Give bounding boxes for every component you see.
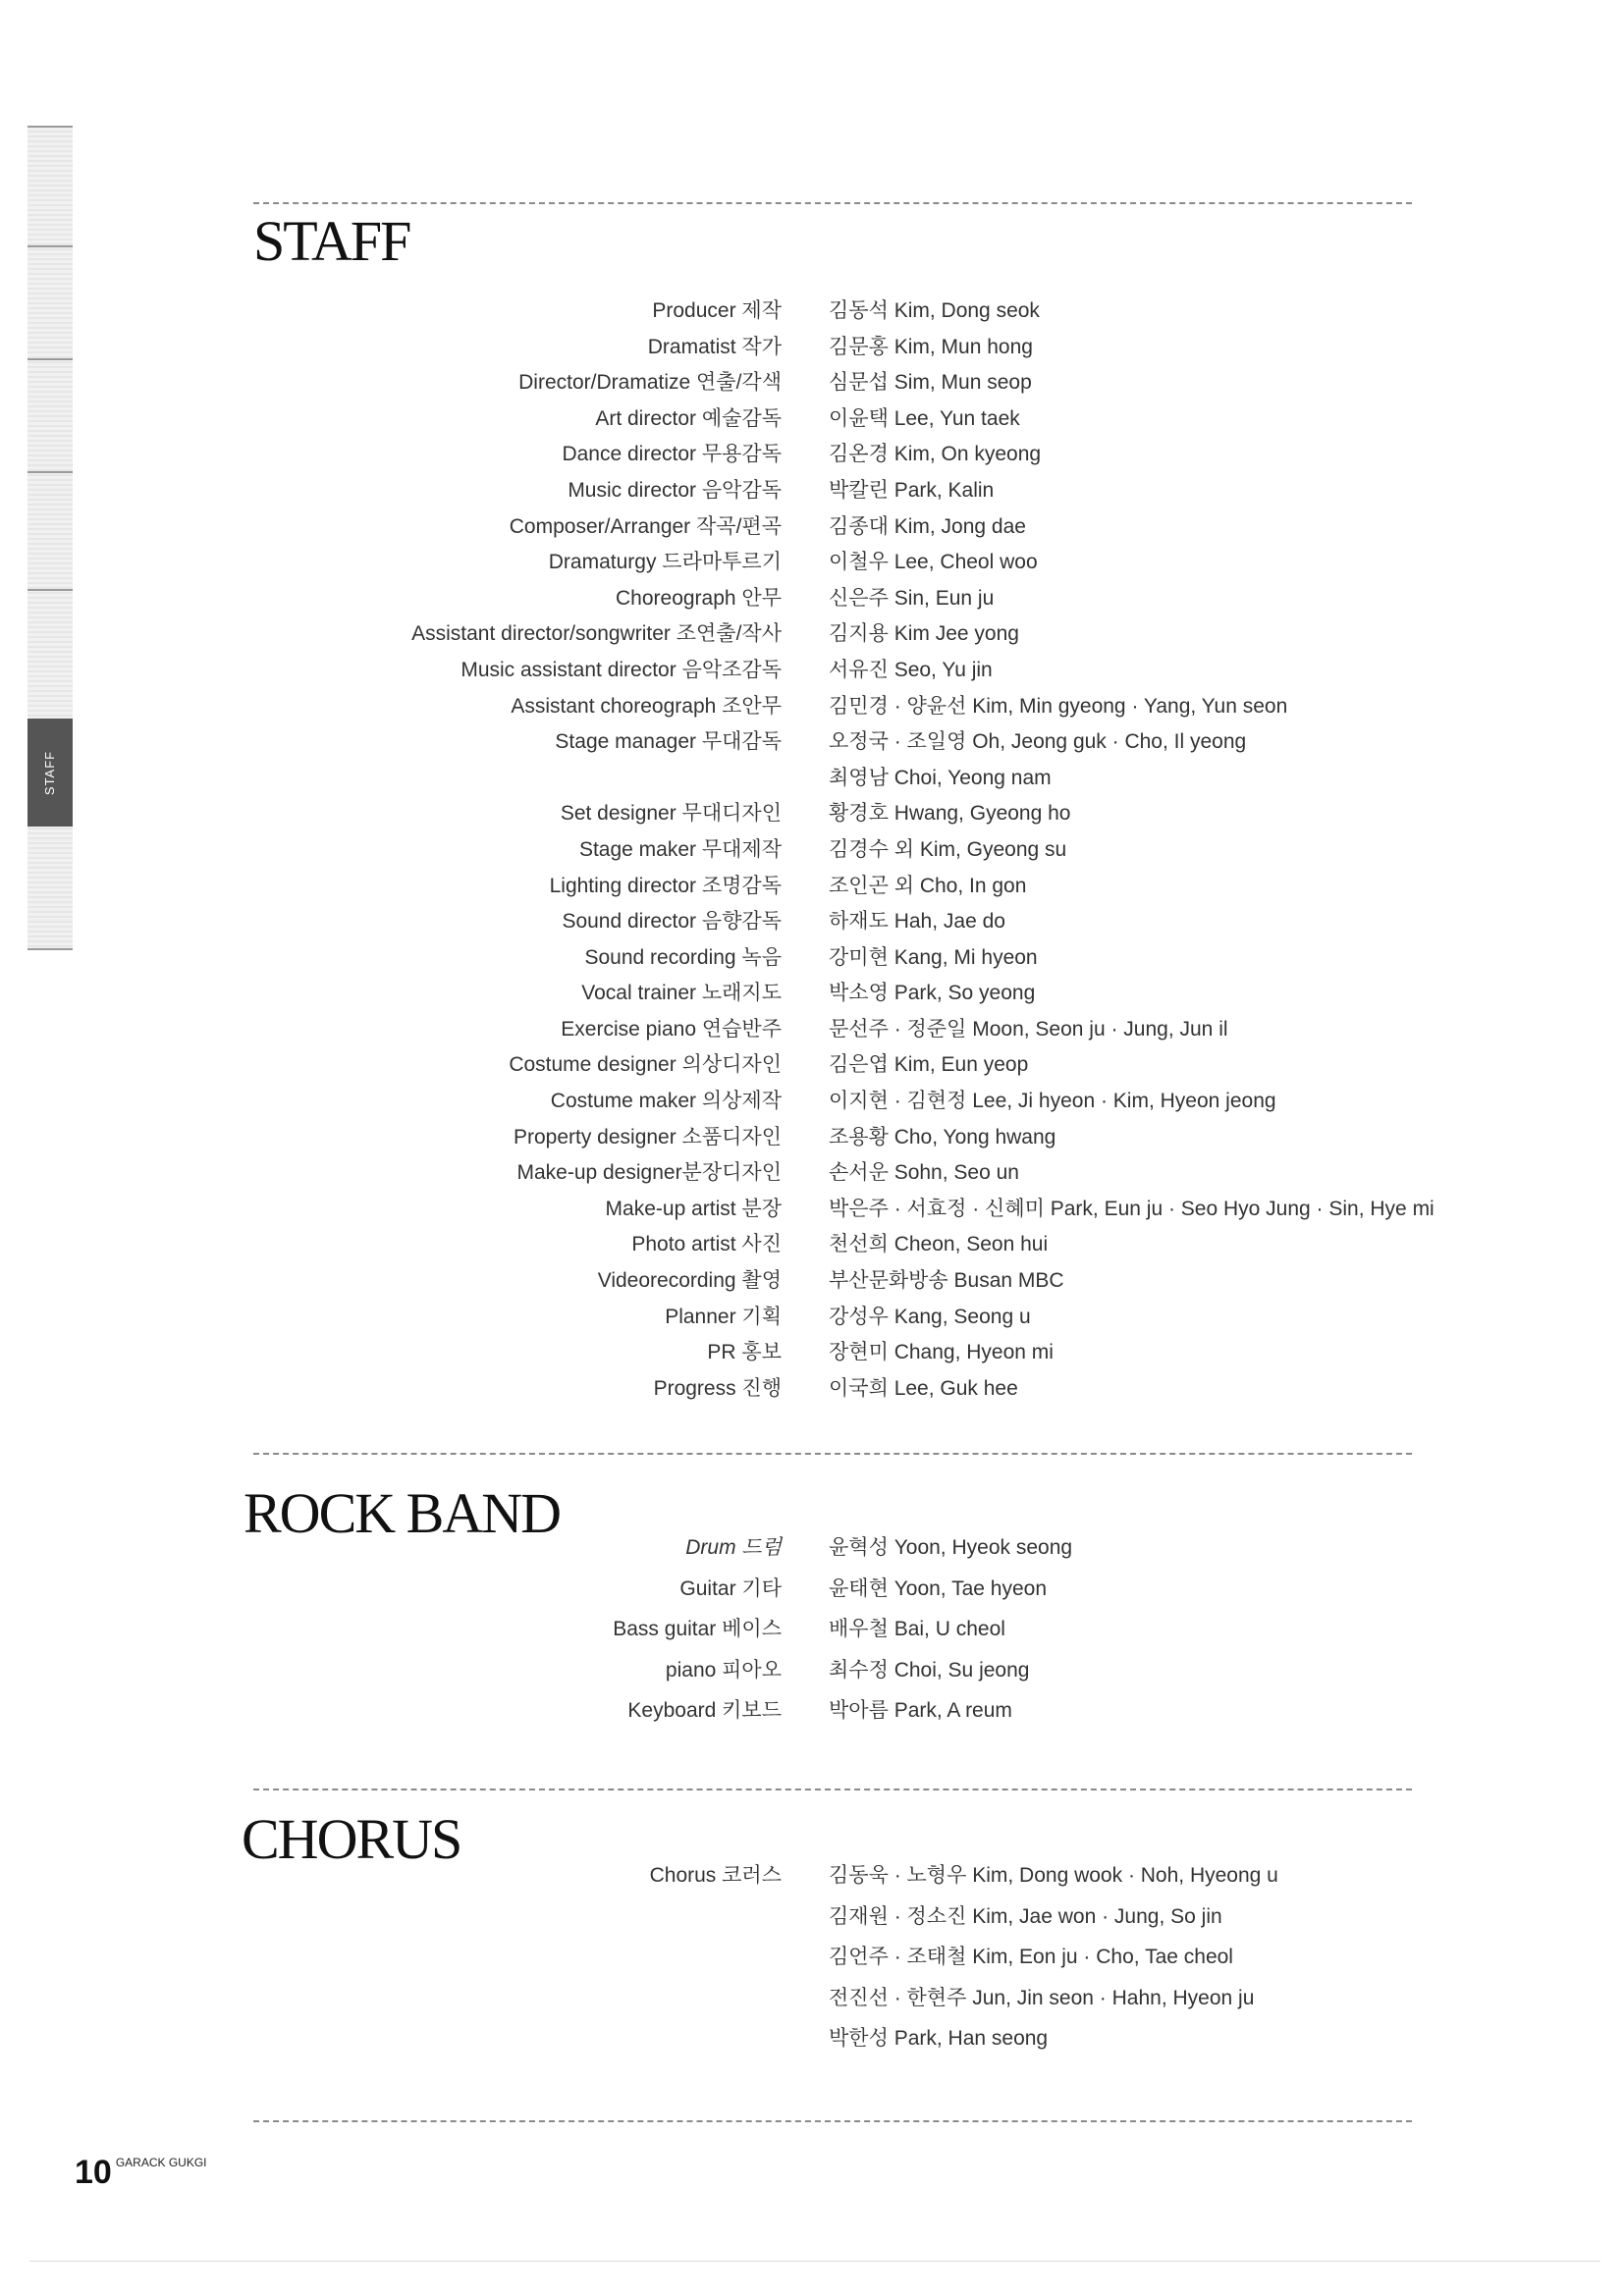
credit-name: 손서운 Sohn, Seo un: [829, 1161, 1019, 1185]
credit-name: 심문섭 Sim, Mun seop: [829, 371, 1032, 395]
credit-name: 최영남 Choi, Yeong nam: [829, 766, 1052, 789]
dashed-divider: [253, 1789, 1412, 1790]
page-footer: [75, 2156, 207, 2189]
credit-row: [393, 1336, 1473, 1372]
credit-name: 김온경 Kim, On kyeong: [829, 443, 1042, 466]
credit-role: Dramaturgy 드라마투르기: [548, 551, 782, 574]
credit-role: PR 홍보: [707, 1341, 782, 1364]
credit-name: 신은주 Sin, Eun ju: [829, 586, 995, 610]
credit-name: 조용황 Cho, Yong hwang: [829, 1125, 1056, 1148]
credit-role: Costume maker 의상제작: [550, 1090, 782, 1113]
credit-name: 황경호 Hwang, Gyeong ho: [829, 802, 1071, 826]
credit-name: 이철우 Lee, Cheol woo: [829, 551, 1038, 574]
side-tab-divider: [27, 358, 73, 360]
credit-row: [393, 762, 1473, 798]
credit-role: Music director 음악감독: [568, 478, 782, 502]
section-heading-chorus: CHORUS: [242, 1807, 461, 1871]
dashed-divider: [253, 1453, 1412, 1455]
credit-role: Make-up designer분장디자인: [516, 1161, 782, 1185]
credit-row: [393, 1694, 1473, 1735]
credit-row: [393, 1301, 1473, 1337]
credit-row: [393, 1013, 1473, 1049]
credit-role: Sound director 음향감독: [562, 910, 782, 934]
credit-name: 하재도 Hah, Jae do: [829, 910, 1005, 934]
credit-role: Assistant choreograph 조안무: [511, 694, 782, 718]
credit-row: [393, 1613, 1473, 1654]
credit-row: [393, 1941, 1473, 1982]
credit-name: 김종대 Kim, Jong dae: [829, 514, 1026, 538]
credit-name: 문선주 · 정준일 Moon, Seon ju · Jung, Jun il: [829, 1017, 1228, 1041]
credit-row: [393, 402, 1473, 439]
staff-list: [393, 294, 1473, 1408]
side-tab-divider: [27, 948, 73, 950]
credit-row: [393, 1654, 1473, 1695]
credit-row: [393, 654, 1473, 690]
credit-role: Keyboard 키보드: [627, 1699, 782, 1722]
credit-name: 조인곤 외 Cho, In gon: [829, 874, 1027, 897]
credit-name: 오정국 · 조일영 Oh, Jeong guk · Cho, Il yeong: [829, 730, 1247, 754]
credit-row: [393, 905, 1473, 941]
credit-role: Stage manager 무대감독: [555, 730, 782, 754]
credit-row: [393, 870, 1473, 906]
credit-role: Music assistant director 음악조감독: [460, 658, 782, 681]
credit-row: [393, 366, 1473, 402]
credit-name: 박칼린 Park, Kalin: [829, 478, 995, 502]
credit-row: [393, 1372, 1473, 1409]
side-tab-divider: [27, 126, 73, 128]
side-tab-divider: [27, 589, 73, 591]
credit-role: Lighting director 조명감독: [549, 874, 782, 897]
credit-row: [393, 725, 1473, 762]
credit-role: Guitar 기타: [679, 1576, 782, 1600]
credit-name: 박아름 Park, A reum: [829, 1699, 1012, 1722]
credit-role: Composer/Arranger 작곡/편곡: [509, 514, 782, 538]
credit-row: [393, 582, 1473, 618]
rock-band-list: [393, 1531, 1473, 1735]
credit-role: Make-up artist 분장: [605, 1197, 782, 1220]
dashed-divider: [253, 202, 1412, 204]
side-tab-divider: [27, 245, 73, 247]
credit-name: 김경수 외 Kim, Gyeong su: [829, 837, 1067, 861]
credit-name: 김문홍 Kim, Mun hong: [829, 335, 1033, 358]
credit-name: 김재원 · 정소진 Kim, Jae won · Jung, So jin: [829, 1904, 1222, 1928]
credit-role: Property designer 소품디자인: [513, 1125, 782, 1148]
credit-role: Drum 드럼: [685, 1536, 782, 1559]
credit-row: [393, 1900, 1473, 1942]
credit-row: [393, 1193, 1473, 1229]
credit-row: [393, 2022, 1473, 2063]
credit-name: 박은주 · 서효정 · 신혜미 Park, Eun ju · Seo Hyo Jung · Sin, Hye mi: [829, 1197, 1435, 1220]
credit-row: [393, 941, 1473, 978]
credit-name: 이지현 · 김현정 Lee, Ji hyeon · Kim, Hyeon jeong: [829, 1090, 1276, 1113]
credit-name: 김지용 Kim Jee yong: [829, 622, 1019, 646]
credit-role: Photo artist 사진: [631, 1233, 782, 1256]
credit-name: 이국희 Lee, Guk hee: [829, 1376, 1018, 1400]
credit-name: 서유진 Seo, Yu jin: [829, 658, 993, 681]
publication-name: GARACK GUKGI: [115, 2156, 207, 2169]
dashed-divider: [253, 2120, 1412, 2122]
credit-row: [393, 510, 1473, 547]
credit-name: 천선희 Cheon, Seon hui: [829, 1233, 1049, 1256]
credit-name: 강성우 Kang, Seong u: [829, 1305, 1031, 1328]
side-tab-strip: [27, 126, 73, 950]
credit-name: 이윤택 Lee, Yun taek: [829, 406, 1020, 430]
credit-role: Art director 예술감독: [595, 406, 782, 430]
credit-row: [393, 617, 1473, 654]
credit-row: [393, 1121, 1473, 1157]
credit-row: [393, 833, 1473, 870]
credit-role: Producer 제작: [652, 299, 782, 322]
section-heading-rock-band: ROCK BAND: [244, 1481, 560, 1545]
credit-row: [393, 331, 1473, 367]
credit-row: [393, 1048, 1473, 1085]
side-tab-staff: STAFF: [27, 719, 73, 827]
section-heading-staff: STAFF: [253, 209, 410, 273]
credit-row: [393, 977, 1473, 1013]
credit-row: [393, 1531, 1473, 1573]
credit-name: 부산문화방송 Busan MBC: [829, 1269, 1064, 1293]
credit-role: Costume designer 의상디자인: [509, 1053, 782, 1077]
credit-role: Vocal trainer 노래지도: [581, 982, 782, 1005]
credit-role: Assistant director/songwriter 조연출/작사: [411, 622, 782, 646]
page-number: 10: [75, 2154, 112, 2191]
credit-row: [393, 1573, 1473, 1614]
credit-row: [393, 1859, 1473, 1900]
credit-row: [393, 797, 1473, 833]
scan-edge: [29, 2261, 1600, 2262]
credit-role: Exercise piano 연습반주: [561, 1017, 782, 1041]
credit-name: 강미현 Kang, Mi hyeon: [829, 945, 1038, 969]
credit-role: Set designer 무대디자인: [560, 802, 782, 826]
credit-name: 김은엽 Kim, Eun yeop: [829, 1053, 1029, 1077]
credit-role: Director/Dramatize 연출/각색: [518, 371, 782, 395]
credit-role: Planner 기획: [665, 1305, 782, 1328]
credit-role: Chorus 코러스: [649, 1864, 782, 1887]
credit-name: 김언주 · 조태철 Kim, Eon ju · Cho, Tae cheol: [829, 1946, 1233, 1968]
credit-role: Stage maker 무대제작: [578, 837, 782, 861]
credit-name: 박한성 Park, Han seong: [829, 2027, 1049, 2050]
credit-row: [393, 1156, 1473, 1193]
credit-role: Videorecording 촬영: [597, 1269, 782, 1293]
credit-row: [393, 546, 1473, 582]
credit-role: Dramatist 작가: [647, 335, 782, 358]
chorus-list: [393, 1859, 1473, 2063]
credit-role: Sound recording 녹음: [584, 945, 782, 969]
credit-role: Dance director 무용감독: [562, 443, 782, 466]
credit-name: 장현미 Chang, Hyeon mi: [829, 1341, 1054, 1364]
credit-name: 전진선 · 한현주 Jun, Jin seon · Hahn, Hyeon ju: [829, 1986, 1255, 2009]
credit-row: [393, 1228, 1473, 1264]
credit-row: [393, 294, 1473, 331]
credit-row: [393, 1264, 1473, 1301]
credit-name: 최수정 Choi, Su jeong: [829, 1658, 1030, 1682]
credit-role: Bass guitar 베이스: [613, 1618, 782, 1640]
credit-row: [393, 1982, 1473, 2023]
credit-name: 윤태현 Yoon, Tae hyeon: [829, 1576, 1048, 1600]
side-tab-divider: [27, 471, 73, 473]
credit-row: [393, 474, 1473, 510]
credit-role: Choreograph 안무: [616, 586, 782, 610]
credit-role: piano 피아오: [665, 1658, 782, 1682]
credit-name: 김동욱 · 노형우 Kim, Dong wook · Noh, Hyeong u: [829, 1864, 1278, 1887]
credit-name: 김민경 · 양윤선 Kim, Min gyeong · Yang, Yun seon: [829, 694, 1288, 718]
credit-name: 박소영 Park, So yeong: [829, 982, 1036, 1005]
credit-role: Progress 진행: [653, 1376, 782, 1400]
credit-row: [393, 438, 1473, 474]
credit-row: [393, 1085, 1473, 1121]
credit-row: [393, 690, 1473, 726]
credit-name: 윤혁성 Yoon, Hyeok seong: [829, 1536, 1073, 1559]
credit-name: 김동석 Kim, Dong seok: [829, 299, 1040, 322]
credit-name: 배우철 Bai, U cheol: [829, 1618, 1005, 1640]
